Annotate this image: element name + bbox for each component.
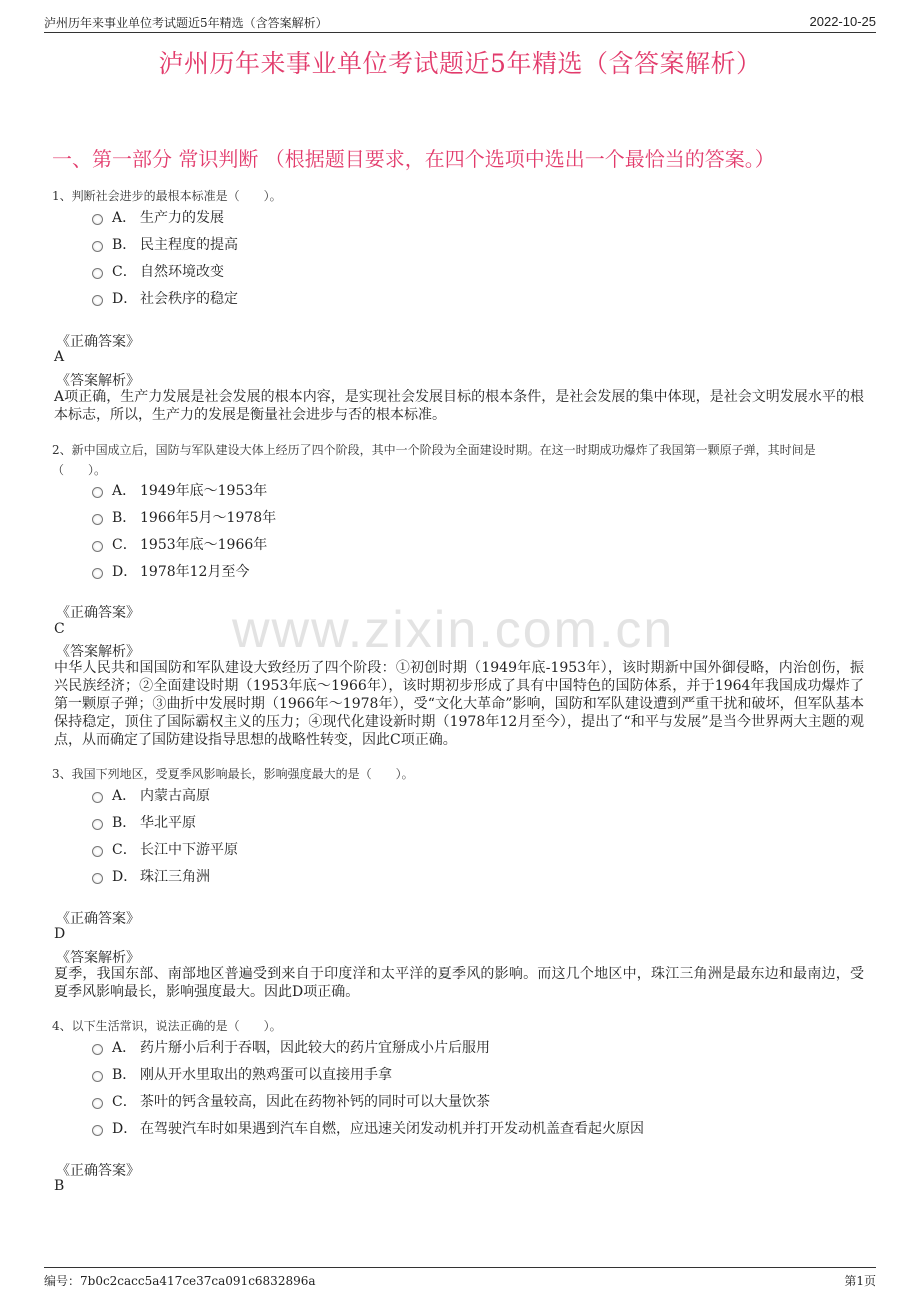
option-letter: C．	[112, 264, 137, 280]
question-1-stem: 1、判断社会进步的最根本标准是（ ）。	[52, 189, 282, 203]
option-text: 1949年底～1953年	[140, 483, 268, 499]
question-2-option-b[interactable]	[92, 508, 276, 528]
footer-rule	[44, 1267, 876, 1268]
header-title: 泸州历年来事业单位考试题近5年精选（含答案解析）	[44, 16, 328, 30]
question-2-option-d[interactable]	[92, 562, 249, 582]
question-1-explanation: A项正确，生产力发展是社会发展的根本内容，是实现社会发展目标的根本条件，是社会发展的集中体现，是社会文明发展水平的根本标志，所以，生产力的发展是衡量社会进步与否的根本标准。	[54, 389, 864, 423]
option-letter: D．	[112, 1121, 138, 1137]
radio-icon[interactable]	[92, 268, 103, 279]
question-4-stem: 4、以下生活常识，说法正确的是（ ）。	[52, 1019, 282, 1033]
answer-label: 《正确答案》	[56, 1163, 140, 1179]
option-letter: A．	[112, 788, 137, 804]
option-text: 华北平原	[140, 815, 196, 831]
radio-icon[interactable]	[92, 1071, 103, 1082]
option-text: 民主程度的提高	[140, 237, 238, 253]
option-text: 1966年5月～1978年	[140, 510, 277, 526]
question-2-answer: C	[54, 621, 65, 637]
radio-icon[interactable]	[92, 241, 103, 252]
option-letter: C．	[112, 537, 137, 553]
question-1-option-a[interactable]	[92, 208, 224, 228]
option-letter: B．	[112, 237, 137, 253]
option-text: 社会秩序的稳定	[140, 291, 238, 307]
option-text: 药片掰小后利于吞咽，因此较大的药片宜掰成小片后服用	[140, 1040, 490, 1056]
option-letter: A．	[112, 1040, 137, 1056]
radio-icon[interactable]	[92, 1098, 103, 1109]
option-letter: C．	[112, 1094, 137, 1110]
radio-icon[interactable]	[92, 1044, 103, 1055]
question-2-explanation: 中华人民共和国国防和军队建设大致经历了四个阶段：①初创时期（1949年底-1953年），该时期新中国外御侵略，内治创伤，振兴民族经济；②全面建设时期（1953年底～1966年），该时期初步形成了具有中国特色的国防体系，并于1964年我国成功爆炸了第一颗原子弹；③曲折中发展时期（1966年～1978年），受“文化大革命”影响，国防和军队建设遭到严重干扰和破坏，但军队基本保持稳定，顶住了国际霸权主义的压力；④现代化建设新时期（1978年12月至今），提出了“和平与发展”是当今世界两大主题的观点，从而确定了国防建设指导思想的战略性转变，因此C项正确。	[54, 660, 864, 748]
option-letter: D．	[112, 291, 138, 307]
radio-icon[interactable]	[92, 846, 103, 857]
question-1-answer: A	[54, 349, 65, 365]
question-1-option-c[interactable]	[92, 262, 224, 282]
question-4-option-a[interactable]	[92, 1038, 490, 1058]
explanation-label: 《答案解析》	[56, 373, 140, 389]
question-3-option-b[interactable]	[92, 813, 196, 833]
question-1-option-d[interactable]	[92, 289, 238, 309]
radio-icon[interactable]	[92, 541, 103, 552]
radio-icon[interactable]	[92, 295, 103, 306]
radio-icon[interactable]	[92, 792, 103, 803]
explanation-label: 《答案解析》	[56, 950, 140, 966]
option-letter: D．	[112, 564, 138, 580]
option-text: 在驾驶汽车时如果遇到汽车自燃，应迅速关闭发动机并打开发动机盖查看起火原因	[140, 1121, 644, 1137]
option-text: 1953年底～1966年	[140, 537, 268, 553]
question-1-option-b[interactable]	[92, 235, 238, 255]
question-2-option-a[interactable]	[92, 481, 267, 501]
option-text: 珠江三角洲	[140, 869, 210, 885]
question-3-option-d[interactable]	[92, 867, 210, 887]
radio-icon[interactable]	[92, 487, 103, 498]
question-3-stem: 3、我国下列地区，受夏季风影响最长，影响强度最大的是（ ）。	[52, 767, 414, 781]
option-letter: B．	[112, 815, 137, 831]
question-2-option-c[interactable]	[92, 535, 267, 555]
explanation-label: 《答案解析》	[56, 644, 140, 660]
question-4-answer: B	[54, 1178, 65, 1194]
option-letter: D．	[112, 869, 138, 885]
option-letter: B．	[112, 510, 137, 526]
option-letter: B．	[112, 1067, 137, 1083]
page-title: 泸州历年来事业单位考试题近5年精选（含答案解析）	[158, 49, 762, 78]
radio-icon[interactable]	[92, 568, 103, 579]
radio-icon[interactable]	[92, 873, 103, 884]
header-rule	[44, 32, 876, 33]
question-3-answer: D	[54, 926, 66, 942]
question-3-option-a[interactable]	[92, 786, 210, 806]
option-letter: A．	[112, 210, 137, 226]
option-text: 刚从开水里取出的熟鸡蛋可以直接用手拿	[140, 1067, 392, 1083]
header-date: 2022-10-25	[809, 14, 876, 29]
radio-icon[interactable]	[92, 819, 103, 830]
option-text: 自然环境改变	[140, 264, 224, 280]
answer-label: 《正确答案》	[56, 334, 140, 350]
radio-icon[interactable]	[92, 214, 103, 225]
question-3-explanation: 夏季，我国东部、南部地区普遍受到来自于印度洋和太平洋的夏季风的影响。而这几个地区中，珠江三角洲是最东边和最南边，受夏季风影响最长，影响强度最大。因此D项正确。	[54, 966, 864, 1000]
answer-label: 《正确答案》	[56, 911, 140, 927]
option-text: 内蒙古高原	[140, 788, 210, 804]
document-code: 编号：7b0c2cacc5a417ce37ca091c6832896a	[44, 1274, 316, 1288]
question-3-option-c[interactable]	[92, 840, 238, 860]
question-4-option-b[interactable]	[92, 1065, 392, 1085]
option-text: 茶叶的钙含量较高，因此在药物补钙的同时可以大量饮茶	[140, 1094, 490, 1110]
option-text: 长江中下游平原	[140, 842, 238, 858]
question-4-option-d[interactable]	[92, 1119, 644, 1139]
option-text: 生产力的发展	[140, 210, 224, 226]
radio-icon[interactable]	[92, 1125, 103, 1136]
option-letter: C．	[112, 842, 137, 858]
answer-label: 《正确答案》	[56, 605, 140, 621]
question-4-option-c[interactable]	[92, 1092, 490, 1112]
question-2-stem: 2、新中国成立后，国防与军队建设大体上经历了四个阶段，其中一个阶段为全面建设时期。在这一时期成功爆炸了我国第一颗原子弹，其时间是（ ）。	[52, 443, 816, 477]
option-text: 1978年12月至今	[140, 564, 250, 580]
section-heading: 一、第一部分 常识判断 （根据题目要求，在四个选项中选出一个最恰当的答案。）	[52, 147, 775, 171]
option-letter: A．	[112, 483, 137, 499]
watermark: www.zixin.com.cn	[232, 601, 675, 659]
radio-icon[interactable]	[92, 514, 103, 525]
page-number: 第1页	[844, 1274, 876, 1288]
